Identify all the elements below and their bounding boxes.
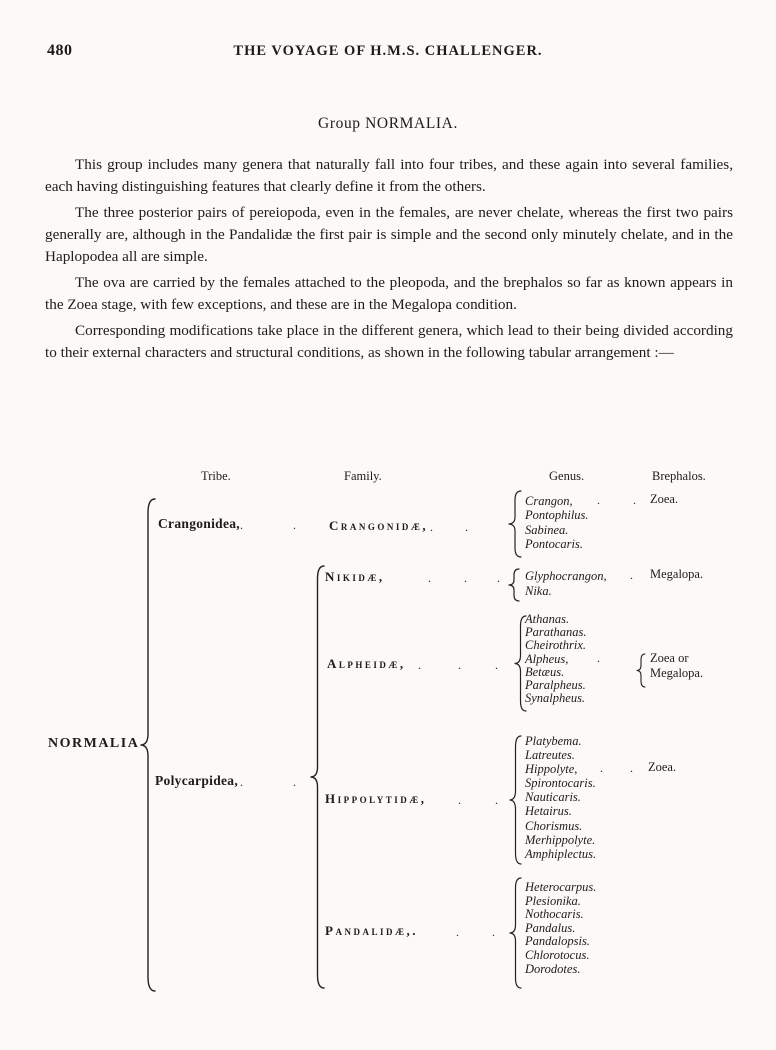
genus-item: Nothocaris. [525, 907, 584, 922]
running-title: THE VOYAGE OF H.M.S. CHALLENGER. [233, 43, 543, 59]
genus-item: Betæus. [525, 664, 565, 679]
leader-dot: . [456, 925, 459, 939]
genus-item: Chlorotocus. [525, 947, 590, 962]
brephalos-line: Zoea or [650, 651, 689, 665]
leader-dot: . [495, 658, 498, 672]
brephalos-crangonidae: Zoea. [650, 492, 679, 506]
genus-item: Chorismus. [525, 818, 583, 833]
genus-list-pandalidae [525, 881, 596, 976]
column-header-brephalos: Brephalos. [652, 469, 706, 483]
body-text [45, 154, 733, 368]
leader-dot: . [492, 925, 495, 939]
genus-item: Plesionika. [525, 893, 581, 908]
genus-item: Merhippolyte. [525, 832, 596, 847]
brephalos-alpheidae [650, 651, 703, 681]
leader-dot: . [630, 761, 633, 775]
genus-item: Crangon, [525, 494, 573, 508]
column-header-genus: Genus. [549, 469, 585, 483]
family-crangonidae: Crangonidæ, [329, 518, 429, 533]
brephalos-line: Megalopa. [650, 666, 704, 681]
genus-item: Platybema. [525, 734, 582, 748]
alpheidae-brephalos-brace [636, 653, 647, 689]
leader-dot: . [240, 518, 243, 532]
genus-list-alpheidae [525, 613, 586, 705]
leader-dot: . [633, 493, 636, 507]
leader-dot: . [597, 493, 600, 507]
brephalos-hippolytidae: Zoea. [648, 760, 677, 774]
genus-item: Hetairus. [525, 804, 572, 819]
paragraph: Corresponding modifications take place in the different genera, which lead to their being divided according to their external characters and structural conditions, as shown in the following tabular arrangement :— [45, 322, 733, 361]
column-header-family: Family. [344, 469, 382, 483]
section-heading: Group NORMALIA. [318, 115, 458, 132]
genus-item: Nauticaris. [525, 790, 581, 805]
leader-dot: . [465, 520, 468, 534]
leader-dot: . [458, 793, 461, 807]
normalia-brace [140, 498, 157, 993]
family-nikidae: Nikidæ, [325, 569, 385, 584]
genus-item: Dorodotes. [525, 961, 581, 976]
leader-dot: . [464, 571, 467, 585]
leader-dot: . [428, 571, 431, 585]
genus-item: Hippolyte, [525, 762, 578, 777]
column-header-tribe: Tribe. [201, 469, 231, 483]
polycarpidea-brace [310, 565, 326, 990]
family-hippolytidae: Hippolytidæ, [325, 791, 427, 806]
crangonidae-genus-brace [508, 490, 523, 559]
genus-item: Athanas. [525, 612, 570, 626]
leader-dot: . [597, 651, 600, 665]
genus-item: Parathanas. [525, 625, 587, 640]
genus-item: Alpheus, [525, 651, 569, 666]
leader-dot: . [497, 571, 500, 585]
family-pandalidae: Pandalidæ,. [325, 923, 418, 938]
genus-item: Nika. [525, 584, 552, 598]
leader-dot: . [495, 793, 498, 807]
leader-dot: . [430, 520, 433, 534]
genus-item: Amphiplectus. [525, 846, 597, 861]
tribe-polycarpidea: Polycarpidea, [155, 773, 239, 788]
genus-item: Pandalus. [525, 920, 576, 935]
genus-item: Paralpheus. [525, 678, 586, 693]
genus-item: Latreutes. [525, 748, 575, 763]
genus-item: Sabinea. [525, 522, 569, 537]
genus-item: Synalpheus. [525, 691, 586, 706]
leader-dot: . [240, 775, 243, 789]
leader-dot: . [293, 775, 296, 789]
brephalos-nikidae: Megalopa. [650, 567, 704, 581]
leader-dot: . [600, 761, 603, 775]
family-alpheidae: Alpheidæ, [327, 656, 406, 671]
genus-item: Heterocarpus. [525, 880, 597, 894]
paragraph: The ova are carried by the females attached to the pleopoda, and the brephalos so far as known appears in the Zoea stage, with few exceptions, and these are in the Megalopa condition. [45, 274, 733, 313]
genus-list-nikidae [525, 569, 607, 599]
nikidae-genus-brace [508, 568, 521, 603]
genus-list-hippolytidae [525, 734, 596, 861]
genus-item: Cheirothrix. [525, 638, 586, 653]
page-number: 480 [47, 42, 73, 59]
genus-item: Pontocaris. [525, 537, 583, 552]
genus-item: Spirontocaris. [525, 776, 596, 791]
pandalidae-genus-brace [509, 877, 523, 990]
paragraph: This group includes many genera that naturally fall into four tribes, and these again into several families, each having distinguishing features that clearly define it from the others. [45, 156, 733, 195]
leader-dot: . [630, 568, 633, 582]
genus-list-crangonidae [525, 494, 589, 552]
paragraph: The three posterior pairs of pereiopoda, even in the females, are never chelate, whereas the first two pairs generally are, although in the Pandalidæ the first pair is simple and the second only minutely chelate, and in the Haplopodea all are simple. [45, 204, 733, 265]
hippolytidae-genus-brace [509, 735, 523, 866]
tribe-crangonidea: Crangonidea, [158, 516, 240, 531]
leader-dot: . [293, 518, 296, 532]
group-label-normalia: NORMALIA [48, 736, 140, 751]
leader-dot: . [418, 658, 421, 672]
leader-dot: . [458, 658, 461, 672]
genus-item: Glyphocrangon, [525, 569, 607, 583]
genus-item: Pandalopsis. [525, 934, 590, 949]
genus-item: Pontophilus. [525, 508, 589, 523]
